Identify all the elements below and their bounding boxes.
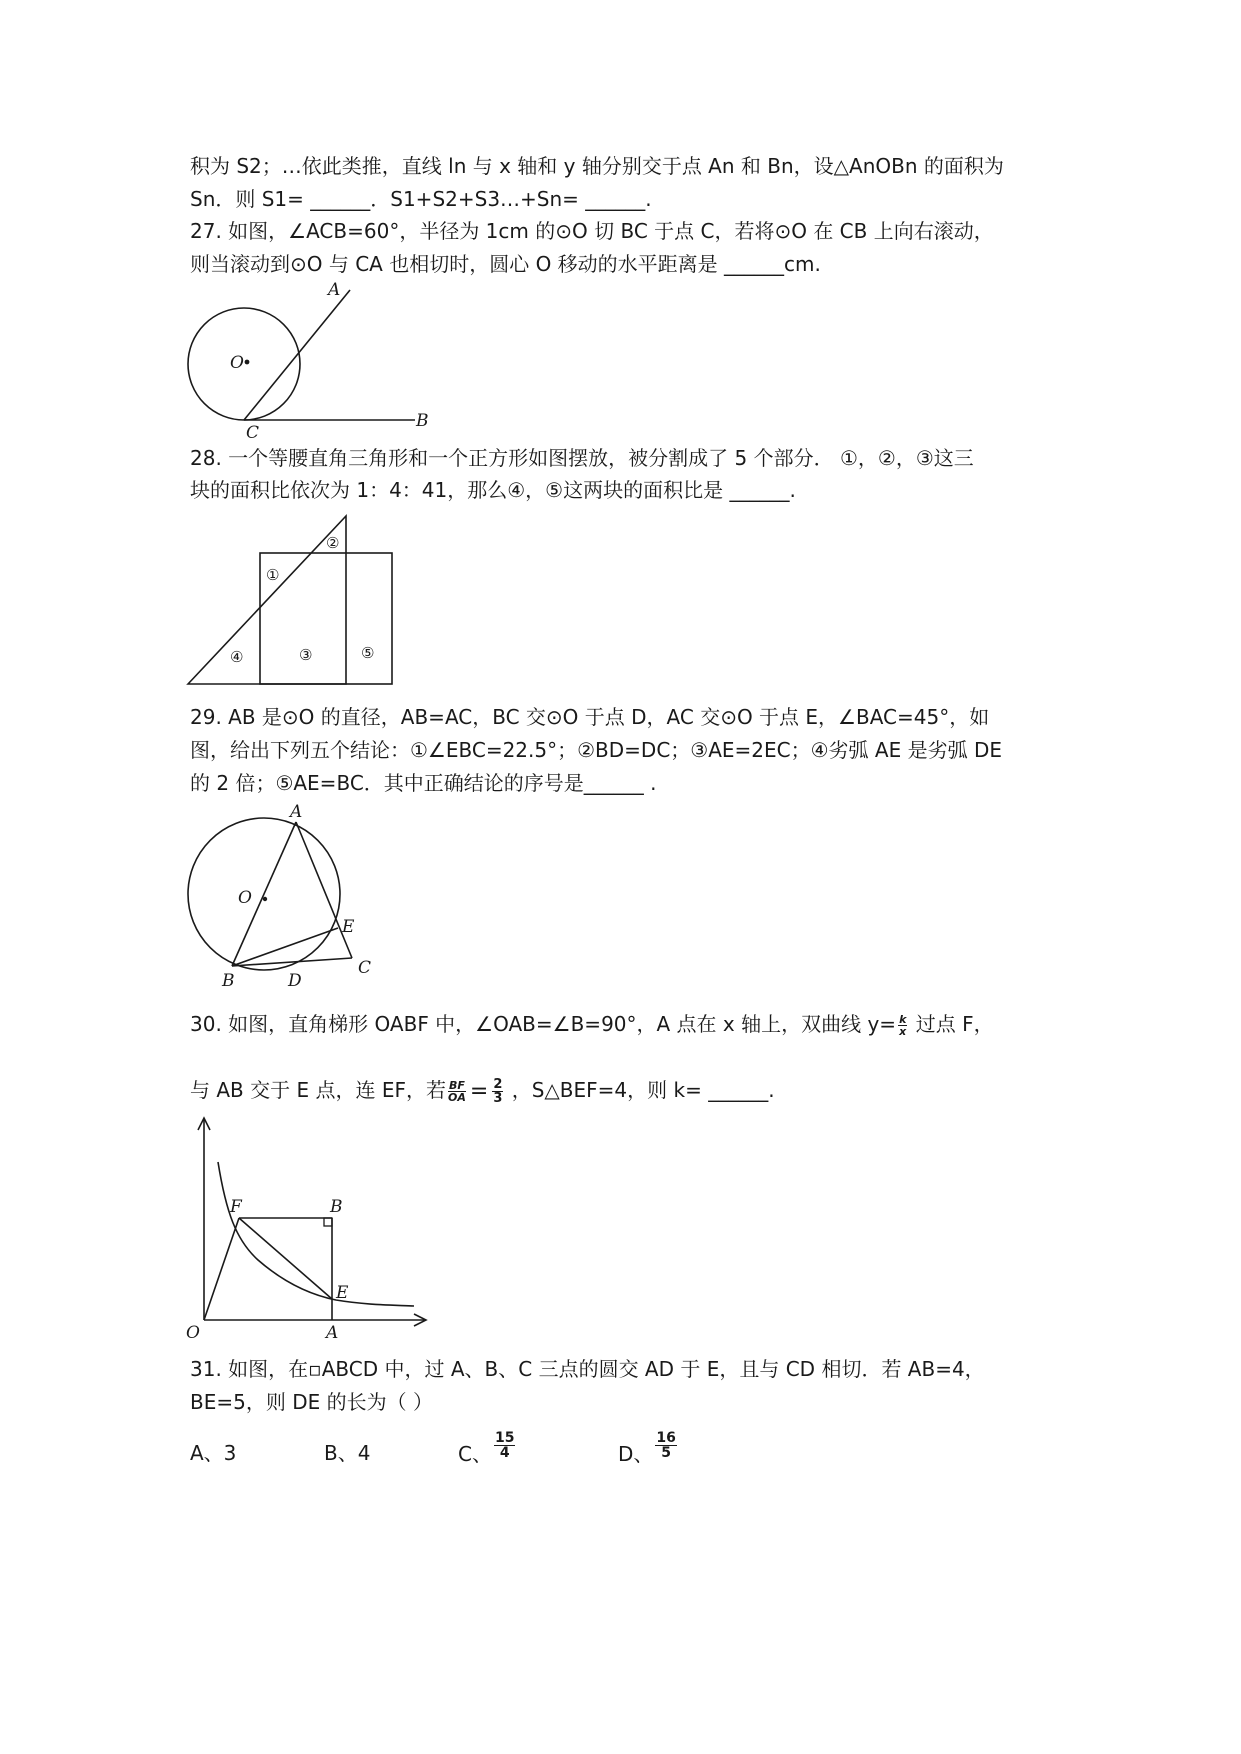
- q28-triangle: [188, 516, 346, 684]
- q29-line2: 图，给出下列五个结论：①∠EBC=22.5°；②BD=DC；③AE=2EC；④劣弧 AE 是劣弧 DE: [190, 738, 1002, 762]
- q27-line2: 则当滚动到⊙O 与 CA 也相切时，圆心 O 移动的水平距离是 ______cm.: [190, 252, 821, 276]
- q29-label-d: D: [288, 971, 302, 991]
- q31-option-a[interactable]: A、3: [190, 1441, 237, 1465]
- q31-option-c-den: 4: [499, 1445, 510, 1461]
- q31-option-d-label: D、: [618, 1442, 654, 1466]
- q28-line2: 块的面积比依次为 1：4：41，那么④，⑤这两块的面积比是 ______.: [190, 478, 796, 502]
- q30-right-angle: [324, 1218, 332, 1226]
- q28-line1: 28. 一个等腰直角三角形和一个正方形如图摆放，被分割成了 5 个部分． ①，②，③这三: [190, 446, 974, 470]
- q30-line1-pre: 30. 如图，直角梯形 OABF 中，∠OAB=∠B=90°，A 点在 x 轴上，双曲线 y=: [190, 1012, 897, 1036]
- q27-line1: 27. 如图，∠ACB=60°，半径为 1cm 的⊙O 切 BC 于点 C，若将⊙O 在 CB 上向右滚动，: [190, 219, 994, 243]
- q27-label-a: A: [328, 280, 341, 300]
- q31-option-c-frac: [494, 1431, 515, 1460]
- q30-k-over-x: [898, 1014, 907, 1037]
- q31-option-d[interactable]: [618, 1430, 679, 1470]
- q28-region-5: ⑤: [361, 644, 375, 662]
- q31-option-d-num: 16: [656, 1430, 676, 1446]
- q30-line1-post: 过点 F，: [909, 1012, 994, 1036]
- q30-ratio-bf-oa: [448, 1080, 466, 1103]
- q29-label-b: B: [222, 971, 235, 991]
- q27-circle: [188, 308, 300, 420]
- q30-ratio-val-den: 3: [493, 1091, 503, 1106]
- q31-option-c-num: 15: [494, 1430, 515, 1446]
- q27-label-c: C: [246, 423, 260, 443]
- q31-option-b[interactable]: B、4: [324, 1441, 371, 1465]
- q26-line2: Sn．则 S1= ______．S1+S2+S3…+Sn= ______.: [190, 187, 652, 211]
- q30-label-o: O: [186, 1323, 200, 1343]
- q27-label-b: B: [416, 411, 429, 431]
- q29-center-dot: [263, 897, 267, 901]
- q29-label-a: A: [290, 802, 303, 822]
- q29-figure: [180, 800, 390, 1000]
- q31-line2: BE=5，则 DE 的长为（ ）: [190, 1390, 433, 1414]
- q30-label-e: E: [336, 1283, 349, 1303]
- q28-region-4: ④: [230, 648, 244, 666]
- q29-ac: [296, 822, 352, 958]
- q29-label-o: O: [238, 888, 252, 908]
- q29-label-e: E: [342, 917, 355, 937]
- q30-label-b: B: [330, 1197, 343, 1217]
- q28-square: [260, 553, 392, 684]
- q29-line1: 29. AB 是⊙O 的直径，AB=AC，BC 交⊙O 于点 D，AC 交⊙O 于点 E，∠BAC=45°，如: [190, 705, 990, 729]
- q29-line3: 的 2 倍；⑤AE=BC．其中正确结论的序号是______ .: [190, 771, 657, 795]
- q30-ratio-eq: =: [469, 1078, 489, 1104]
- q30-fe: [239, 1218, 332, 1299]
- q30-line2-post: ，S△BEF=4，则 k= ______.: [505, 1078, 775, 1102]
- q27-center-dot: [245, 360, 250, 365]
- q30-label-a: A: [326, 1323, 339, 1343]
- q30-k-num: k: [899, 1013, 907, 1026]
- q30-k-den: x: [899, 1025, 907, 1038]
- q28-region-3: ③: [299, 646, 313, 664]
- q31-option-c[interactable]: [458, 1430, 517, 1470]
- q28-region-2: ②: [326, 534, 340, 552]
- q30-figure: [186, 1112, 436, 1342]
- q30-ratio-val-num: 2: [493, 1077, 503, 1092]
- q28-figure: [186, 512, 396, 692]
- q28-region-1: ①: [266, 566, 280, 584]
- q30-line2: [190, 1078, 775, 1105]
- q31-option-d-frac: [655, 1431, 676, 1460]
- q26-line1: 积为 S2；…依此类推，直线 ln 与 x 轴和 y 轴分别交于点 An 和 Bn，设△AnOBn 的面积为: [190, 154, 1004, 178]
- q30-ratio-den: OA: [447, 1091, 466, 1104]
- q29-label-c: C: [358, 958, 372, 978]
- q30-of: [204, 1218, 239, 1320]
- q30-label-f: F: [230, 1197, 242, 1217]
- q30-ratio-value: [492, 1078, 503, 1105]
- q27-label-o: O: [230, 353, 244, 373]
- q27-figure: [180, 280, 440, 443]
- q30-line1: [190, 1012, 994, 1037]
- q31-option-d-den: 5: [661, 1445, 672, 1461]
- q31-option-c-label: C、: [458, 1442, 492, 1466]
- q30-line2-pre: 与 AB 交于 E 点，连 EF，若: [190, 1078, 446, 1102]
- q31-line1: 31. 如图，在▫ABCD 中，过 A、B、C 三点的圆交 AD 于 E，且与 CD 相切．若 AB=4，: [190, 1357, 985, 1381]
- q30-ratio-num: BF: [448, 1079, 465, 1092]
